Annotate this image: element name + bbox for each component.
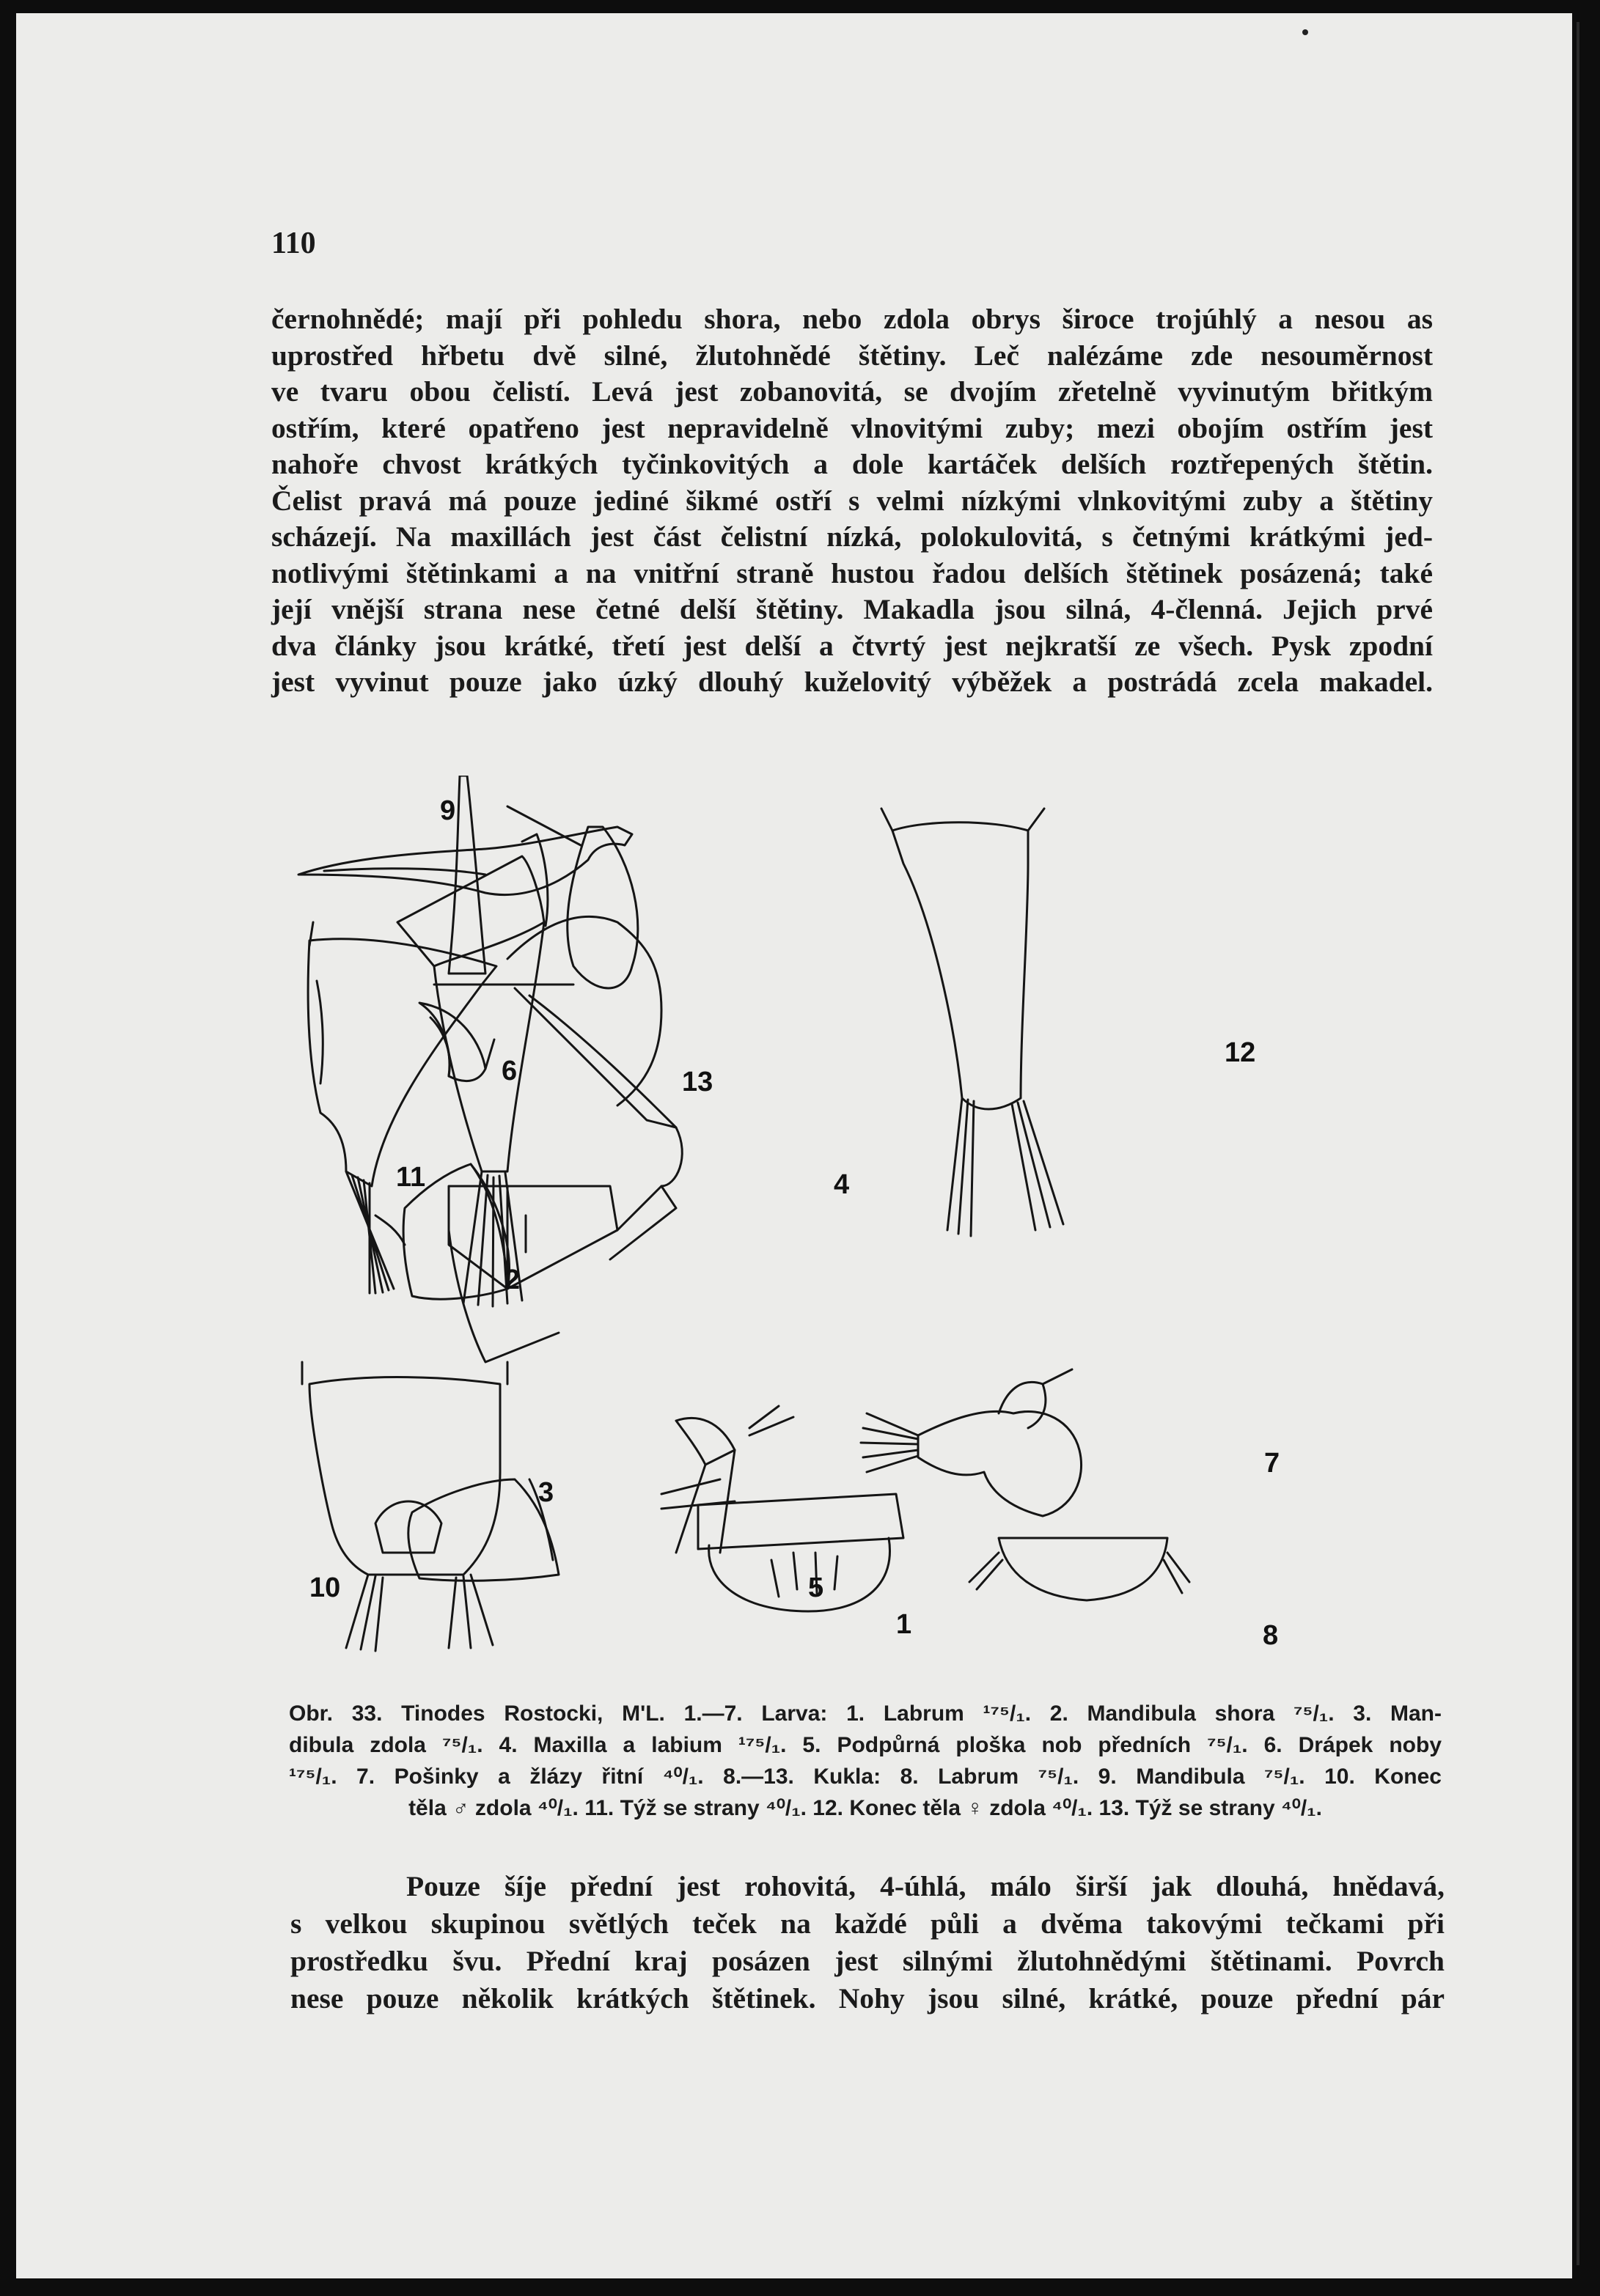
text-line: dva články jsou krátké, třetí jest delší a čtvrtý jest nejkratší ze všech. Pysk zpodní <box>271 629 1433 662</box>
figure-label-1: 1 <box>896 1609 912 1640</box>
figure-label-8: 8 <box>1263 1620 1279 1651</box>
drawing-11-pupa-side <box>308 922 496 1293</box>
text-line: nese pouze několik krátkých štětinek. Nohy jsou silné, krátké, pouze přední pár <box>290 1982 1445 2014</box>
figure-label-13: 13 <box>682 1067 713 1097</box>
drawing-12-pupa-female <box>881 809 1063 1236</box>
drawing-8-labrum <box>969 1538 1189 1600</box>
figure-label-2: 2 <box>504 1265 521 1295</box>
text-line: ostřím, které opatřeno jest nepravidelně vlnovitými zuby; mezi obojím ostřím jest <box>271 411 1433 444</box>
anatomical-figure <box>265 776 1439 1655</box>
drawing-9-mandibula <box>298 806 632 895</box>
caption-line: těla ♂ zdola ⁴⁰/₁. 11. Týž se strany ⁴⁰/₁. 12. Konec těla ♀ zdola ⁴⁰/₁. 13. Týž se strany ⁴⁰/₁. <box>408 1796 1322 1820</box>
ink-dot <box>1302 29 1308 35</box>
drawing-4-maxilla-labium <box>434 776 682 1362</box>
book-page <box>16 13 1572 2278</box>
figure-label-3: 3 <box>538 1477 554 1508</box>
page-number: 110 <box>271 227 316 260</box>
text-line: její vnější strana nese četné delší štětiny. Makadla jsou silná, 4-členná. Jejich prvé <box>271 593 1433 625</box>
figure-label-4: 4 <box>834 1169 850 1200</box>
figure-caption <box>289 1698 1442 1824</box>
text-line: nahoře chvost krátkých tyčinkovitých a dole kartáček delších roztřepených štětin. <box>271 448 1433 480</box>
figure-label-9: 9 <box>440 795 456 826</box>
bottom-paragraph <box>290 1868 1445 2017</box>
text-line: scházejí. Na maxillách jest část čelistní nízká, polokulovitá, s četnými krátkými jed- <box>271 520 1433 553</box>
caption-line: dibula zdola ⁷⁵/₁. 4. Maxilla a labium ¹⁷⁵/₁. 5. Podpůrná ploška nob předních ⁷⁵/₁. 6. Drápek noby <box>289 1733 1442 1757</box>
figure-label-6: 6 <box>502 1056 518 1086</box>
caption-line: Obr. 33. Tinodes Rostocki, M'L. 1.—7. Larva: 1. Labrum ¹⁷⁵/₁. 2. Mandibula shora ⁷⁵/₁. 3. Man- <box>289 1701 1442 1726</box>
top-paragraph <box>271 301 1433 701</box>
text-line: uprostřed hřbetu dvě silné, žlutohnědé štětiny. Leč nalézáme zde nesouměrnost <box>271 339 1433 372</box>
drawing-10-pupa-male <box>302 1362 507 1651</box>
text-line: ve tvaru obou čelistí. Levá jest zobanovitá, se dvojím zřetelně vyvinutým břitkým <box>271 375 1433 408</box>
page-edge <box>1577 22 1579 2265</box>
figure-label-7: 7 <box>1264 1448 1280 1479</box>
drawing-1-labrum <box>698 1494 903 1611</box>
text-line: notlivými štětinkami a na vnitřní straně hustou řadou delších štětinek posázená; také <box>271 556 1433 589</box>
text-line: černohnědé; mají při pohledu shora, nebo zdola obrys široce trojúhlý a nesou as <box>271 303 1433 335</box>
figure-label-11: 11 <box>396 1162 426 1193</box>
text-line: Čelist pravá má pouze jediné šikmé ostří s velmi nízkými vlnkovitými zuby a štětiny <box>271 484 1433 517</box>
figure-label-12: 12 <box>1225 1037 1256 1068</box>
text-line: jest vyvinut pouze jako úzký dlouhý kuželovitý výběžek a postrádá zcela makadel. <box>271 666 1433 698</box>
text-line: prostředku švu. Přední kraj posázen jest silnými žlutohnědými štětinami. Povrch <box>290 1945 1445 1977</box>
text-line: Pouze šíje přední jest rohovitá, 4-úhlá, málo širší jak dlouhá, hnědavá, <box>406 1870 1445 1902</box>
drawing-6-claw <box>419 1003 494 1081</box>
figure-label-5: 5 <box>808 1572 824 1603</box>
caption-line: ¹⁷⁵/₁. 7. Pošinky a žlázy řitní ⁴⁰/₁. 8.—13. Kukla: 8. Labrum ⁷⁵/₁. 9. Mandibula ⁷⁵/₁. 10. Konec <box>289 1765 1442 1789</box>
figure-label-10: 10 <box>309 1572 341 1603</box>
text-line: s velkou skupinou světlých teček na každé půli a dvěma takovými tečkami při <box>290 1907 1445 1940</box>
drawing-3-mandibula <box>408 1479 559 1581</box>
drawing-5-support-plate <box>661 1406 793 1553</box>
